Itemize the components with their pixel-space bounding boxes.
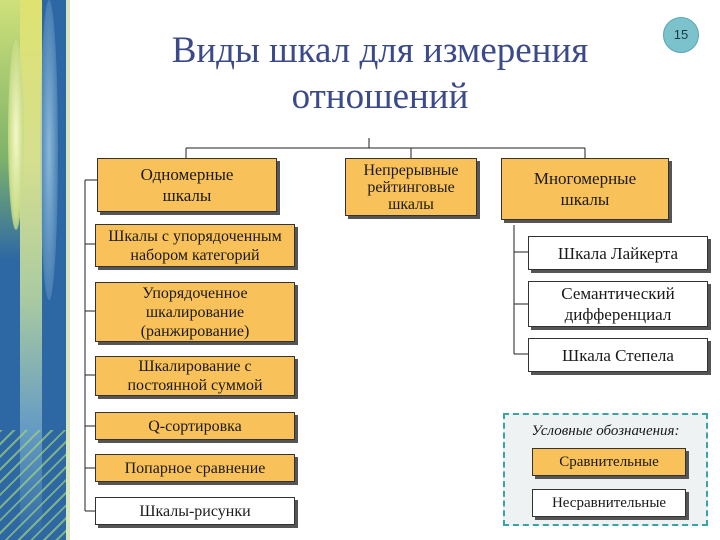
slide-title: Виды шкал для измерения отношений — [171, 30, 589, 117]
left-item-pictorial — [95, 497, 295, 525]
right-item-stapel — [528, 338, 708, 372]
right-item-likert — [528, 236, 708, 270]
legend-noncomparative — [532, 489, 686, 517]
category-multidimensional-label: Многомерные шкалы — [533, 169, 637, 209]
left-item-q-sort — [95, 412, 295, 440]
left-item-ordered-categories — [95, 224, 295, 267]
left-item-label: Q-сортировка — [148, 417, 242, 435]
category-multidimensional — [501, 158, 669, 220]
legend-title: Условные обозначения: — [531, 423, 680, 439]
category-unidimensional — [97, 158, 277, 212]
left-item-label: Попарное сравнение — [124, 459, 266, 477]
legend-comparative — [532, 448, 686, 476]
category-continuous-label: Непрерывные рейтинговые шкалы — [363, 161, 459, 213]
page-number-badge: 15 — [663, 17, 699, 53]
right-item-semantic-differential — [528, 281, 708, 327]
category-unidimensional-label: Одномерные шкалы — [140, 165, 234, 205]
legend-comparative-label: Сравнительные — [559, 453, 659, 470]
left-item-label: Шкалы-рисунки — [139, 502, 251, 520]
category-continuous — [345, 158, 477, 216]
right-item-label: Семантический дифференциал — [561, 284, 675, 324]
left-item-label: Шкалирование с постоянной суммой — [127, 358, 263, 394]
left-item-ranking — [95, 282, 295, 342]
left-item-label: Упорядоченное шкалирование (ранжирование) — [140, 284, 250, 340]
right-item-label: Шкала Лайкерта — [557, 243, 679, 263]
right-item-label: Шкала Степела — [562, 345, 674, 365]
left-item-label: Шкалы с упорядоченным набором категорий — [108, 227, 282, 264]
left-item-paired-comparison — [95, 454, 295, 482]
legend-noncomparative-label: Несравнительные — [551, 494, 667, 511]
left-item-constant-sum — [95, 356, 295, 396]
